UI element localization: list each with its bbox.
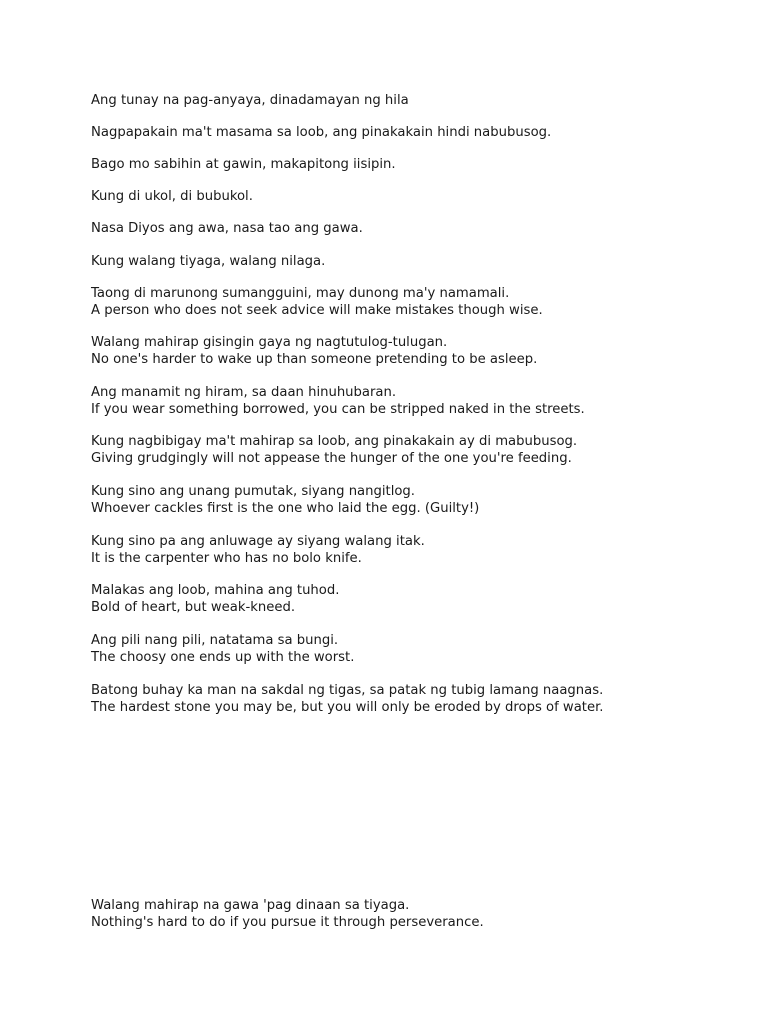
proverb-item (91, 285, 751, 319)
proverb-line: Walang mahirap gisingin gaya ng nagtutulog-tulugan. (91, 335, 448, 350)
proverb-item (91, 124, 751, 141)
proverb-line: Batong buhay ka man na sakdal ng tigas, sa patak ng tubig lamang naagnas. (91, 683, 604, 698)
proverb-line: Kung walang tiyaga, walang nilaga. (91, 254, 326, 269)
proverb-item (91, 334, 751, 368)
proverb-line: Ang pili nang pili, natatama sa bungi. (91, 633, 339, 648)
proverb-item (91, 188, 751, 205)
proverb-line: Nasa Diyos ang awa, nasa tao ang gawa. (91, 221, 363, 236)
proverb-item (91, 582, 751, 616)
proverb-line: Kung di ukol, di bubukol. (91, 189, 253, 204)
proverb-line: Walang mahirap na gawa 'pag dinaan sa tiyaga. (91, 898, 410, 913)
proverb-line: Malakas ang loob, mahina ang tuhod. (91, 583, 340, 598)
proverb-item (91, 533, 751, 567)
proverb-translation: Nothing's hard to do if you pursue it through perseverance. (91, 915, 484, 930)
proverb-item (91, 682, 751, 716)
proverb-translation: Whoever cackles first is the one who laid the egg. (Guilty!) (91, 501, 480, 516)
proverb-translation: Giving grudgingly will not appease the hunger of the one you're feeding. (91, 451, 572, 466)
proverb-translation: A person who does not seek advice will make mistakes though wise. (91, 303, 543, 318)
proverb-translation: No one's harder to wake up than someone pretending to be asleep. (91, 352, 538, 367)
proverb-line: Kung sino pa ang anluwage ay siyang walang itak. (91, 534, 425, 549)
proverb-line: Ang tunay na pag-anyaya, dinadamayan ng hila (91, 93, 409, 108)
proverb-line: Ang manamit ng hiram, sa daan hinuhubaran. (91, 385, 397, 400)
proverb-item (91, 156, 751, 173)
proverb-item (91, 384, 751, 418)
proverb-line: Bago mo sabihin at gawin, makapitong iisipin. (91, 157, 396, 172)
proverb-item (91, 253, 751, 270)
proverb-item (91, 92, 751, 109)
proverb-line: Kung nagbibigay ma't mahirap sa loob, ang pinakakain ay di mabubusog. (91, 434, 578, 449)
proverb-line: Kung sino ang unang pumutak, siyang nangitlog. (91, 484, 415, 499)
proverb-item (91, 632, 751, 666)
proverb-line: Taong di marunong sumangguini, may dunong ma'y namamali. (91, 286, 510, 301)
proverb-item (91, 483, 751, 517)
proverb-item (91, 220, 751, 237)
proverb-translation: The hardest stone you may be, but you will only be eroded by drops of water. (91, 700, 604, 715)
proverb-translation: The choosy one ends up with the worst. (91, 650, 355, 665)
proverb-item (91, 897, 751, 931)
proverb-line: Nagpapakain ma't masama sa loob, ang pinakakain hindi nabubusog. (91, 125, 552, 140)
proverb-translation: If you wear something borrowed, you can be stripped naked in the streets. (91, 402, 585, 417)
proverb-translation: Bold of heart, but weak-kneed. (91, 600, 296, 615)
proverb-item (91, 433, 751, 467)
proverb-translation: It is the carpenter who has no bolo knife. (91, 551, 362, 566)
